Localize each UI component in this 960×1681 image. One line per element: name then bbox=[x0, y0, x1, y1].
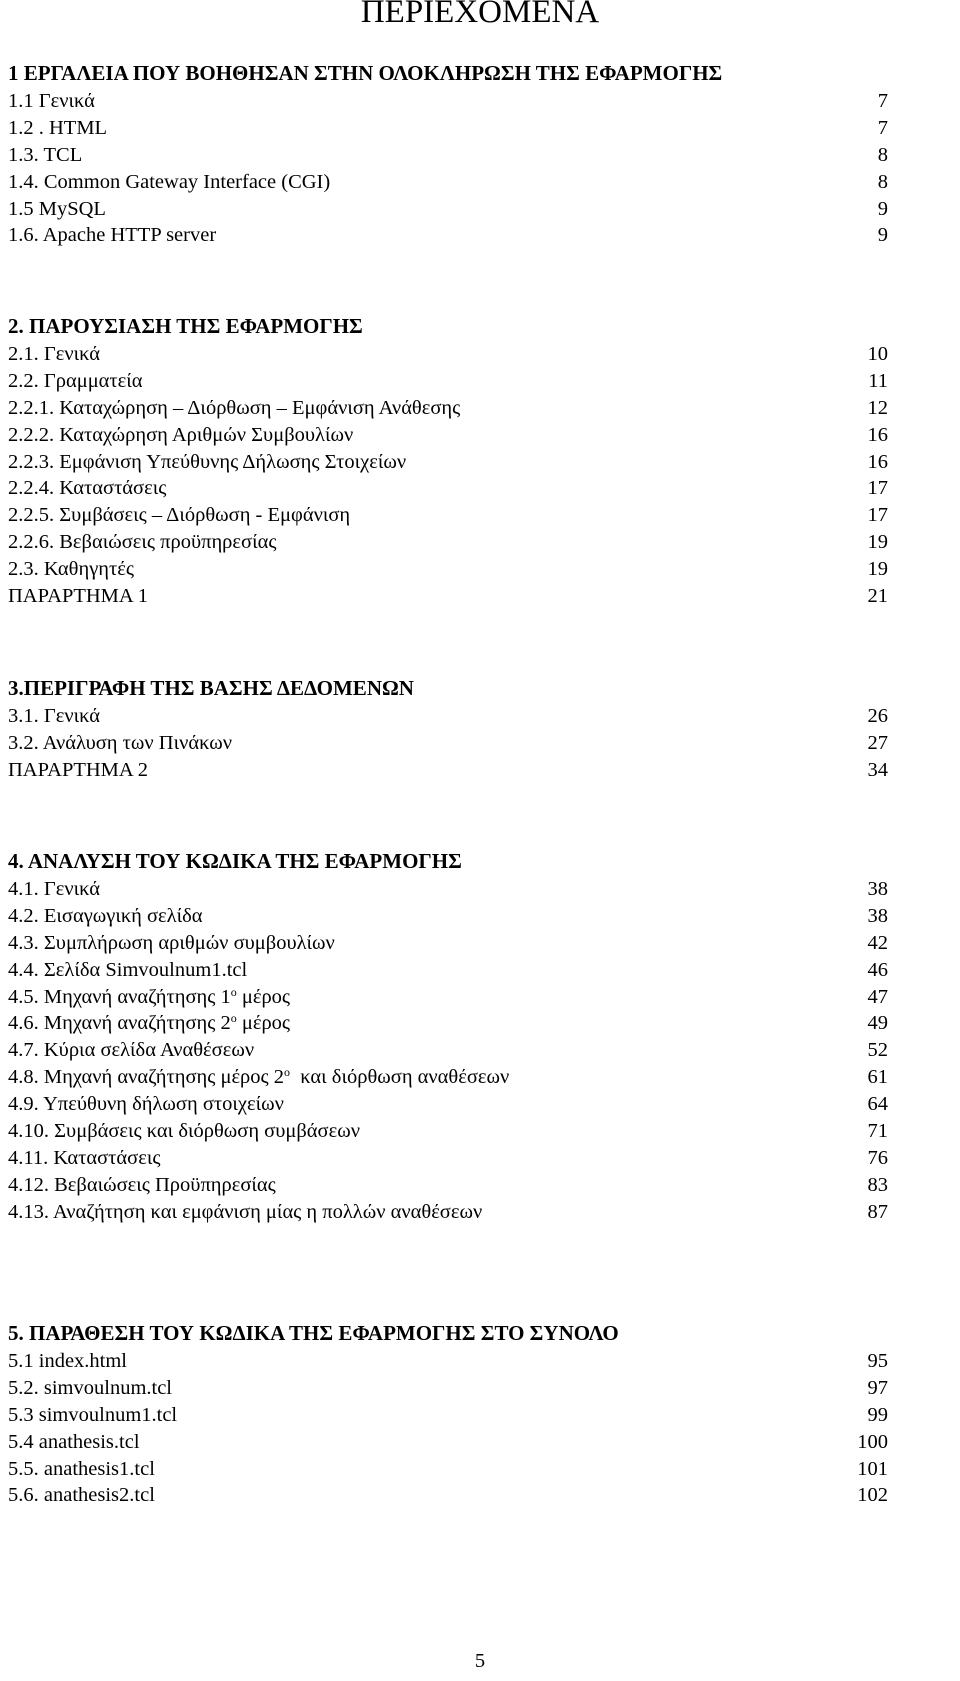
toc-entry-text: 4.10. Συμβάσεις και διόρθωση συμβάσεων bbox=[8, 1120, 360, 1143]
toc-entry-text: 1.6. Apache HTTP server bbox=[8, 224, 217, 247]
toc-entry-page: 102 bbox=[857, 1484, 888, 1507]
toc-entry-label bbox=[8, 703, 100, 730]
toc-entry-text: 4.9. Υπεύθυνη δήλωση στοιχείων bbox=[8, 1093, 284, 1116]
toc-entry-page: 42 bbox=[867, 931, 888, 954]
toc-entry-text: 5.6. anathesis2.tcl bbox=[8, 1484, 155, 1507]
toc-entry-page: 52 bbox=[867, 1039, 888, 1062]
toc-entry-page: 99 bbox=[867, 1403, 888, 1426]
section-heading: 5. ΠΑΡΑΘΕΣΗ ΤΟΥ ΚΩΔΙΚΑ ΤΗΣ ΕΦΑΡΜΟΓΗΣ ΣΤΟ ΣΥΝΟΛΟ bbox=[8, 1321, 619, 1345]
toc-entry-text: 1.3. TCL bbox=[8, 143, 83, 166]
toc-entry-text-suffix: μέρος bbox=[236, 1012, 291, 1035]
toc-entry-page: 16 bbox=[867, 450, 888, 473]
dot-leader bbox=[278, 1190, 866, 1191]
dot-leader bbox=[162, 1163, 865, 1164]
dot-leader bbox=[108, 214, 876, 215]
toc-entry bbox=[8, 1348, 888, 1375]
toc-entry-text: 4.12. Βεβαιώσεις Προϋπηρεσίας bbox=[8, 1173, 276, 1196]
toc-entry-label bbox=[8, 957, 247, 984]
toc-entry bbox=[8, 368, 888, 395]
toc-entry-text: 2.1. Γενικά bbox=[8, 343, 101, 365]
dot-leader bbox=[352, 520, 865, 521]
ordinal-superscript: ο bbox=[230, 984, 237, 999]
dot-leader bbox=[292, 1002, 865, 1003]
ordinal-superscript: ο bbox=[230, 1011, 237, 1026]
toc-entry-label bbox=[8, 1348, 127, 1375]
toc-entry-label bbox=[8, 1118, 360, 1145]
toc-entry bbox=[8, 1010, 888, 1037]
toc-entry-label bbox=[8, 1199, 482, 1226]
toc-entry-text: 1.5 MySQL bbox=[8, 197, 106, 220]
toc-entry-page: 47 bbox=[867, 985, 888, 1008]
toc-entry-page: 8 bbox=[877, 170, 888, 193]
toc-entry-label bbox=[8, 368, 143, 395]
dot-leader bbox=[337, 948, 866, 949]
toc-entry bbox=[8, 1091, 888, 1118]
entry-list bbox=[8, 703, 888, 784]
toc-entry-label bbox=[8, 88, 95, 115]
dot-leader bbox=[157, 1500, 855, 1501]
toc-entry-page: 10 bbox=[867, 343, 888, 365]
toc-entry-page: 21 bbox=[867, 585, 888, 608]
dot-leader bbox=[97, 106, 876, 107]
toc-entry-label bbox=[8, 422, 353, 449]
toc-entry-text: 5.4 anathesis.tcl bbox=[8, 1430, 140, 1453]
toc-entry-page: 17 bbox=[867, 504, 888, 527]
toc-entry-label bbox=[8, 449, 406, 476]
toc-entry-page: 26 bbox=[867, 705, 888, 727]
dot-leader bbox=[205, 921, 866, 922]
toc-entry bbox=[8, 502, 888, 529]
toc-entry-page: 64 bbox=[867, 1093, 888, 1116]
toc-entry bbox=[8, 475, 888, 502]
toc-entry-label bbox=[8, 142, 82, 169]
entry-list bbox=[8, 341, 888, 610]
toc-entry-page: 19 bbox=[867, 531, 888, 554]
toc-entry bbox=[8, 757, 888, 784]
toc-entry-label bbox=[8, 1010, 290, 1037]
toc-entry-text: 4.6. Μηχανή αναζήτησης 2 bbox=[8, 1012, 231, 1035]
toc-entry-label bbox=[8, 1429, 140, 1456]
dot-leader bbox=[484, 1217, 865, 1218]
toc-entry-label bbox=[8, 757, 148, 784]
toc-entry-page: 46 bbox=[867, 958, 888, 981]
toc-entry bbox=[8, 730, 888, 757]
dot-leader bbox=[168, 493, 865, 494]
dot-leader bbox=[256, 1055, 865, 1056]
toc-entry-label bbox=[8, 1402, 177, 1429]
toc-entry bbox=[8, 1118, 888, 1145]
toc-entry-text: 4.2. Εισαγωγική σελίδα bbox=[8, 904, 203, 927]
toc-entry-label bbox=[8, 475, 166, 502]
toc-entry-page: 8 bbox=[877, 143, 888, 166]
toc-entry-text: 5.3 simvoulnum1.tcl bbox=[8, 1403, 178, 1426]
section-heading: 3.ΠΕΡΙΓΡΑΦΗ ΤΗΣ ΒΑΣΗΣ ΔΕΔΟΜΕΝΩΝ bbox=[8, 676, 414, 700]
toc-entry-page: 101 bbox=[857, 1457, 888, 1480]
dot-leader bbox=[218, 240, 876, 241]
dot-leader bbox=[462, 413, 865, 414]
dot-leader bbox=[249, 975, 865, 976]
toc-entry bbox=[8, 196, 888, 223]
toc-entry-page: 83 bbox=[867, 1173, 888, 1196]
toc-entry-label bbox=[8, 169, 330, 196]
toc-entry-page: 87 bbox=[867, 1200, 888, 1223]
toc-entry-label bbox=[8, 1037, 254, 1064]
toc-entry-text-suffix: και διόρθωση αναθέσεων bbox=[290, 1066, 510, 1089]
toc-entry-page: 71 bbox=[867, 1120, 888, 1143]
toc-entry bbox=[8, 1402, 888, 1429]
toc-entry-label bbox=[8, 115, 107, 142]
dot-leader bbox=[286, 1109, 866, 1110]
toc-entry-label bbox=[8, 529, 276, 556]
toc-entry-page: 27 bbox=[867, 731, 888, 754]
toc-entry-text: 2.2.2. Καταχώρηση Αριθμών Συμβουλίων bbox=[8, 423, 354, 446]
dot-leader bbox=[157, 1474, 855, 1475]
toc-entry-text: 2.2.5. Συμβάσεις – Διόρθωση - Εμφάνιση bbox=[8, 504, 351, 527]
page-number: 5 bbox=[474, 1650, 486, 1672]
toc-entry-text: 2.2.3. Εμφάνιση Υπεύθυνης Δήλωσης Στοιχείων bbox=[8, 450, 407, 473]
dot-leader bbox=[102, 721, 865, 722]
toc-entry-label bbox=[8, 395, 460, 422]
toc-entry-page: 11 bbox=[868, 369, 888, 392]
toc-entry-label bbox=[8, 930, 335, 957]
page-title: ΠΕΡΙΕΧΟΜΕΝΑ bbox=[360, 0, 600, 30]
toc-section bbox=[8, 846, 888, 1226]
toc-entry bbox=[8, 1482, 888, 1509]
toc-entry bbox=[8, 222, 888, 249]
toc-entry-text: ΠΑΡΑΡΤΗΜΑ 2 bbox=[8, 758, 148, 781]
toc-entry bbox=[8, 169, 888, 196]
toc-entry-label bbox=[8, 1375, 172, 1402]
toc-entry-label bbox=[8, 1145, 160, 1172]
dot-leader bbox=[102, 359, 865, 360]
toc-entry-page: 97 bbox=[867, 1376, 888, 1399]
entry-list bbox=[8, 88, 888, 249]
toc-entry-label bbox=[8, 1456, 155, 1483]
toc-entry-page: 12 bbox=[867, 396, 888, 419]
toc-entry-page: 9 bbox=[877, 224, 888, 247]
toc-entry-text: 4.1. Γενικά bbox=[8, 878, 101, 900]
toc-entry-page: 9 bbox=[877, 197, 888, 220]
toc-entry-label bbox=[8, 556, 134, 583]
toc-entry-page: 16 bbox=[867, 423, 888, 446]
toc-entry-text: 5.1 index.html bbox=[8, 1350, 128, 1372]
toc-entry-text: 5.2. simvoulnum.tcl bbox=[8, 1376, 172, 1399]
toc-entry-label bbox=[8, 583, 148, 610]
dot-leader bbox=[408, 467, 865, 468]
toc-entry-label bbox=[8, 222, 216, 249]
toc-entry-label bbox=[8, 502, 350, 529]
toc-entry bbox=[8, 556, 888, 583]
toc-entry bbox=[8, 1429, 888, 1456]
toc-entry-label bbox=[8, 1064, 509, 1091]
dot-leader bbox=[102, 894, 865, 895]
dot-leader bbox=[511, 1082, 865, 1083]
toc-entry bbox=[8, 984, 888, 1011]
toc-entry-text: 4.7. Κύρια σελίδα Αναθέσεων bbox=[8, 1039, 255, 1062]
toc-entry bbox=[8, 1199, 888, 1226]
dot-leader bbox=[84, 160, 876, 161]
toc-section bbox=[8, 1318, 888, 1509]
toc-entry-text: 3.2. Ανάλυση των Πινάκων bbox=[8, 731, 233, 754]
dot-leader bbox=[109, 133, 876, 134]
toc-entry-page: 61 bbox=[867, 1066, 888, 1089]
toc-entry-label bbox=[8, 1091, 284, 1118]
toc-entry bbox=[8, 930, 888, 957]
toc-entry bbox=[8, 703, 888, 730]
toc-entry-page: 38 bbox=[867, 878, 888, 900]
toc-entry-label bbox=[8, 1482, 155, 1509]
toc-entry-page: 38 bbox=[867, 904, 888, 927]
toc-entry-text: 2.2.1. Καταχώρηση – Διόρθωση – Εμφάνιση Ανάθεσης bbox=[8, 396, 461, 419]
toc-entry-text: 4.13. Αναζήτηση και εμφάνιση μίας η πολλών αναθέσεων bbox=[8, 1200, 483, 1223]
toc-entry bbox=[8, 957, 888, 984]
toc-entry-text: 4.5. Μηχανή αναζήτησης 1 bbox=[8, 985, 231, 1008]
entry-list bbox=[8, 1348, 888, 1509]
dot-leader bbox=[142, 1447, 856, 1448]
toc-entry bbox=[8, 422, 888, 449]
toc-entry-label bbox=[8, 1172, 276, 1199]
dot-leader bbox=[362, 1136, 866, 1137]
toc-entry bbox=[8, 583, 888, 610]
toc-entry-text: 2.2.6. Βεβαιώσεις προϋπηρεσίας bbox=[8, 531, 277, 554]
toc-entry bbox=[8, 115, 888, 142]
dot-leader bbox=[174, 1393, 866, 1394]
toc-entry bbox=[8, 1172, 888, 1199]
toc-entry bbox=[8, 1456, 888, 1483]
dot-leader bbox=[292, 1028, 865, 1029]
toc-entry-text: 4.11. Καταστάσεις bbox=[8, 1146, 161, 1169]
toc-entry bbox=[8, 1064, 888, 1091]
dot-leader bbox=[150, 601, 866, 602]
entry-list bbox=[8, 876, 888, 1226]
toc-entry-text: 1.4. Common Gateway Interface (CGI) bbox=[8, 170, 331, 193]
toc-entry-label bbox=[8, 984, 290, 1011]
toc-entry-text: ΠΑΡΑΡΤΗΜΑ 1 bbox=[8, 585, 148, 608]
toc-entry-text: 2.3. Καθηγητές bbox=[8, 558, 134, 581]
dot-leader bbox=[355, 440, 865, 441]
dot-leader bbox=[145, 386, 867, 387]
toc-entry-page: 49 bbox=[867, 1012, 888, 1035]
toc-section bbox=[8, 311, 888, 610]
toc-entry-text: 3.1. Γενικά bbox=[8, 705, 101, 727]
toc-entry-page: 100 bbox=[857, 1430, 888, 1453]
dot-leader bbox=[136, 574, 866, 575]
toc-entry-text: 4.3. Συμπλήρωση αριθμών συμβουλίων bbox=[8, 931, 335, 954]
toc-entry-text: 4.4. Σελίδα Simvoulnum1.tcl bbox=[8, 958, 248, 981]
dot-leader bbox=[332, 187, 876, 188]
toc-entry-text: 5.5. anathesis1.tcl bbox=[8, 1457, 155, 1480]
toc-entry bbox=[8, 1145, 888, 1172]
dot-leader bbox=[234, 748, 865, 749]
toc-entry-page: 76 bbox=[867, 1146, 888, 1169]
dot-leader bbox=[150, 775, 866, 776]
toc-entry-text: 2.2.4. Καταστάσεις bbox=[8, 477, 167, 500]
section-heading: 1 ΕΡΓΑΛΕΙΑ ΠΟΥ ΒΟΗΘΗΣΑΝ ΣΤΗΝ ΟΛΟΚΛΗΡΩΣΗ ΤΗΣ ΕΦΑΡΜΟΓΗΣ bbox=[8, 61, 723, 85]
toc-entry bbox=[8, 1375, 888, 1402]
toc-entry-page: 17 bbox=[867, 477, 888, 500]
toc-entry-text: 1.2 . HTML bbox=[8, 116, 108, 139]
toc-section bbox=[8, 673, 888, 784]
toc-entry bbox=[8, 449, 888, 476]
toc-entry bbox=[8, 142, 888, 169]
toc-entry-text-suffix: μέρος bbox=[236, 985, 291, 1008]
dot-leader bbox=[129, 1366, 865, 1367]
toc-entry-text: 1.1 Γενικά bbox=[8, 90, 95, 112]
section-heading: 2. ΠΑΡΟΥΣΙΑΣΗ ΤΗΣ ΕΦΑΡΜΟΓΗΣ bbox=[8, 314, 363, 338]
toc-entry-text: 2.2. Γραμματεία bbox=[8, 369, 143, 392]
toc-entry-page: 7 bbox=[877, 90, 888, 112]
ordinal-superscript: ο bbox=[284, 1065, 291, 1080]
dot-leader bbox=[179, 1420, 865, 1421]
toc-entry bbox=[8, 876, 888, 903]
toc-entry-label bbox=[8, 341, 100, 368]
toc-entry-text: 4.8. Μηχανή αναζήτησης μέρος 2 bbox=[8, 1066, 285, 1089]
dot-leader bbox=[278, 547, 865, 548]
toc-entry-page: 34 bbox=[867, 758, 888, 781]
toc-entry bbox=[8, 903, 888, 930]
toc-entry-label bbox=[8, 876, 100, 903]
toc-entry bbox=[8, 341, 888, 368]
toc-section bbox=[8, 58, 888, 249]
toc-entry-page: 19 bbox=[867, 558, 888, 581]
toc-entry-label bbox=[8, 730, 232, 757]
toc-entry bbox=[8, 395, 888, 422]
toc-entry bbox=[8, 1037, 888, 1064]
toc-entry bbox=[8, 529, 888, 556]
section-heading: 4. ΑΝΑΛΥΣΗ ΤΟΥ ΚΩΔΙΚΑ ΤΗΣ ΕΦΑΡΜΟΓΗΣ bbox=[8, 849, 462, 873]
toc-entry-label bbox=[8, 196, 106, 223]
toc-entry-page: 7 bbox=[877, 116, 888, 139]
toc-entry-label bbox=[8, 903, 203, 930]
toc-entry-page: 95 bbox=[867, 1350, 888, 1372]
toc-entry bbox=[8, 88, 888, 115]
